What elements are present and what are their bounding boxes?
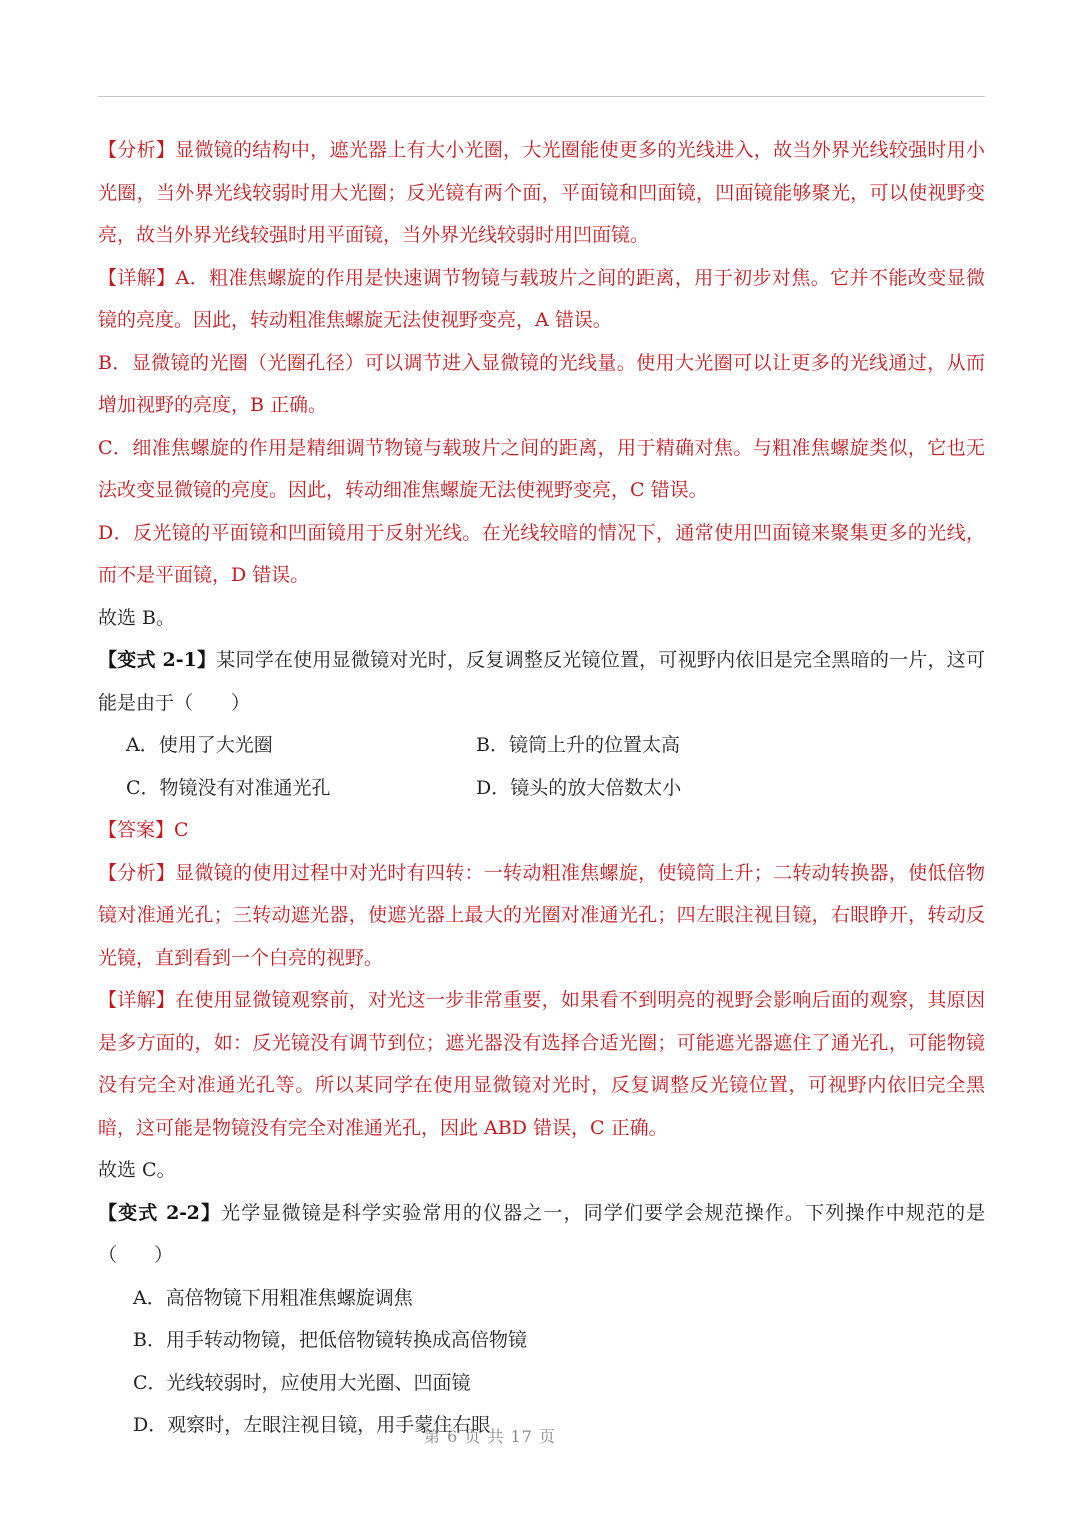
question-text: 光学显微镜是科学实验常用的仪器之一，同学们要学会规范操作。下列操作中规范的是（ ） <box>98 1201 985 1266</box>
question-2-2 <box>98 1192 985 1277</box>
answer <box>98 809 985 852</box>
page-number: 第 6 页 共 17 页 <box>424 1427 556 1446</box>
page-content <box>98 129 985 1447</box>
detail-label: 【详解】 <box>98 989 176 1011</box>
question-2-1-options <box>98 724 985 809</box>
detail-item-c: C．细准焦螺旋的作用是精细调节物镜与载玻片之间的距离，用于精确对焦。与粗准焦螺旋类似，它也无法改变显微镜的亮度。因此，转动细准焦螺旋无法使视野变亮，C 错误。 <box>98 436 985 501</box>
answer-label: 【答案】 <box>98 819 175 841</box>
detail-item-b: B．显微镜的光圈（光圈孔径）可以调节进入显微镜的光线量。使用大光圈可以让更多的光线通过，从而增加视野的亮度，B 正确。 <box>98 351 985 416</box>
question-label: 【变式 2-1】 <box>98 649 217 671</box>
option-c: C．光线较弱时，应使用大光圈、凹面镜 <box>133 1371 471 1394</box>
question-text: 某同学在使用显微镜对光时，反复调整反光镜位置，可视野内依旧是完全黑暗的一片，这可能是由于（ ） <box>98 649 985 714</box>
conclusion: 故选 B。 <box>98 606 176 629</box>
analysis-text: 显微镜的使用过程中对光时有四转：一转动粗准焦螺旋，使镜筒上升；二转动转换器，使低倍物镜对准通光孔；三转动遮光器，使遮光器上最大的光圈对准通光孔；四左眼注视目镜，右眼睁开，转动反光镜，直到看到一个白亮的视野。 <box>98 861 985 969</box>
header-divider <box>98 96 985 97</box>
question-2-2-options <box>98 1277 985 1447</box>
detail-item-d: D．反光镜的平面镜和凹面镜用于反射光线。在光线较暗的情况下，通常使用凹面镜来聚集更多的光线，而不是平面镜，D 错误。 <box>98 521 985 586</box>
detail-2-1 <box>98 979 985 1149</box>
detail-text: 在使用显微镜观察前，对光这一步非常重要，如果看不到明亮的视野会影响后面的观察，其原因是多方面的，如：反光镜没有调节到位；遮光器没有选择合适光圈；可能遮光器遮住了通光孔，可能物镜没有完全对准通光孔等。所以某同学在使用显微镜对光时，反复调整反光镜位置，可视野内依旧完全黑暗，这可能是物镜没有完全对准通光孔，因此 ABD 错误，C 正确。 <box>98 989 985 1139</box>
option-c: C．物镜没有对准通光孔 <box>126 776 331 799</box>
analysis-paragraph <box>98 129 985 257</box>
detail-item-a: A．粗准焦螺旋的作用是快速调节物镜与载玻片之间的距离，用于初步对焦。它并不能改变显微镜的亮度。因此，转动粗准焦螺旋无法使视野变亮，A 错误。 <box>98 266 985 331</box>
option-b: B．用手转动物镜，把低倍物镜转换成高倍物镜 <box>133 1329 527 1351</box>
analysis-label: 【分析】 <box>98 139 176 161</box>
analysis-2-1 <box>98 852 985 980</box>
question-2-1 <box>98 639 985 724</box>
question-label: 【变式 2-2】 <box>98 1201 222 1224</box>
option-b: B．镜筒上升的位置太高 <box>476 734 680 756</box>
analysis-label: 【分析】 <box>98 861 176 884</box>
detail-paragraph-a <box>98 257 985 342</box>
conclusion-2-1: 故选 C。 <box>98 1159 176 1181</box>
answer-value: C <box>174 819 189 841</box>
detail-label: 【详解】 <box>98 266 176 289</box>
analysis-text: 显微镜的结构中，遮光器上有大小光圈，大光圈能使更多的光线进入，故当外界光线较强时用小光圈，当外界光线较弱时用大光圈；反光镜有两个面，平面镜和凹面镜，凹面镜能够聚光，可以使视野变亮，故当外界光线较强时用平面镜，当外界光线较弱时用凹面镜。 <box>98 139 985 246</box>
option-a: A．高倍物镜下用粗准焦螺旋调焦 <box>133 1286 413 1309</box>
option-d: D．镜头的放大倍数太小 <box>476 776 682 799</box>
option-d: D．观察时，左眼注视目镜，用手蒙住右眼 <box>133 1414 491 1436</box>
option-a: A．使用了大光圈 <box>126 734 273 756</box>
